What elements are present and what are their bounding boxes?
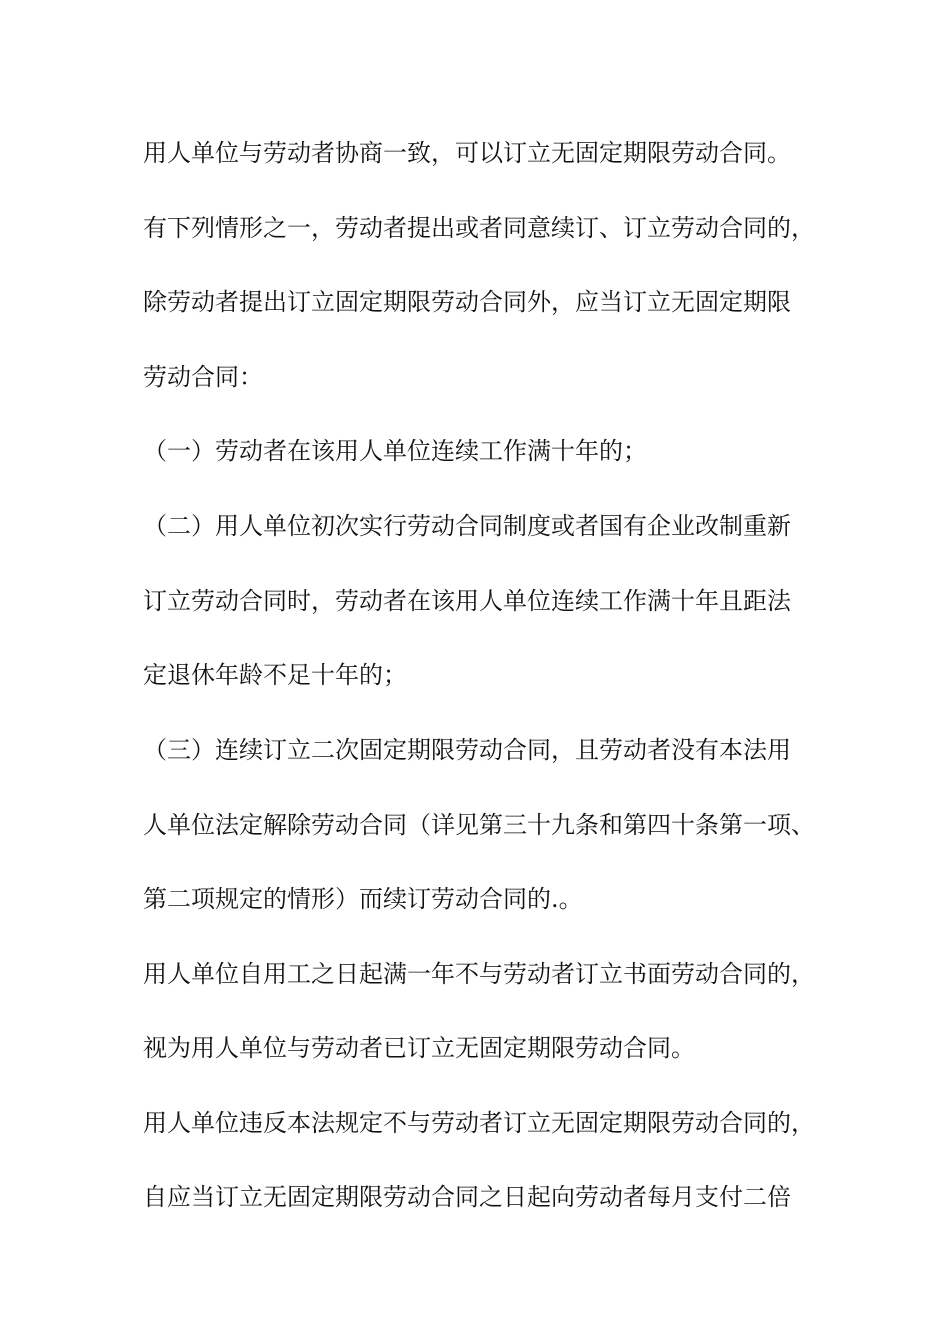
paragraph-line: 除劳动者提出订立固定期限劳动合同外，应当订立无固定期限 [143,288,791,316]
paragraph-line: 定退休年龄不足十年的； [143,661,407,689]
paragraph-line: 用人单位与劳动者协商一致，可以订立无固定期限劳动合同。 [143,139,791,167]
paragraph-line: 有下列情形之一，劳动者提出或者同意续订、订立劳动合同的， [143,214,815,242]
paragraph-line: 劳动合同： [143,363,263,391]
list-item-1: （一）劳动者在该用人单位连续工作满十年的； [143,437,647,465]
paragraph-line: 自应当订立无固定期限劳动合同之日起向劳动者每月支付二倍 [143,1183,791,1211]
list-item-3: （三）连续订立二次固定期限劳动合同，且劳动者没有本法用 [143,736,791,764]
paragraph-line: 用人单位自用工之日起满一年不与劳动者订立书面劳动合同的， [143,960,815,988]
list-item-2: （二）用人单位初次实行劳动合同制度或者国有企业改制重新 [143,512,791,540]
paragraph-line: 人单位法定解除劳动合同（详见第三十九条和第四十条第一项、 [143,811,815,839]
paragraph-line: 视为用人单位与劳动者已订立无固定期限劳动合同。 [143,1034,695,1062]
paragraph-line: 用人单位违反本法规定不与劳动者订立无固定期限劳动合同的， [143,1109,815,1137]
paragraph-line: 订立劳动合同时，劳动者在该用人单位连续工作满十年且距法 [143,587,791,615]
paragraph-line: 第二项规定的情形）而续订劳动合同的.。 [143,885,583,913]
